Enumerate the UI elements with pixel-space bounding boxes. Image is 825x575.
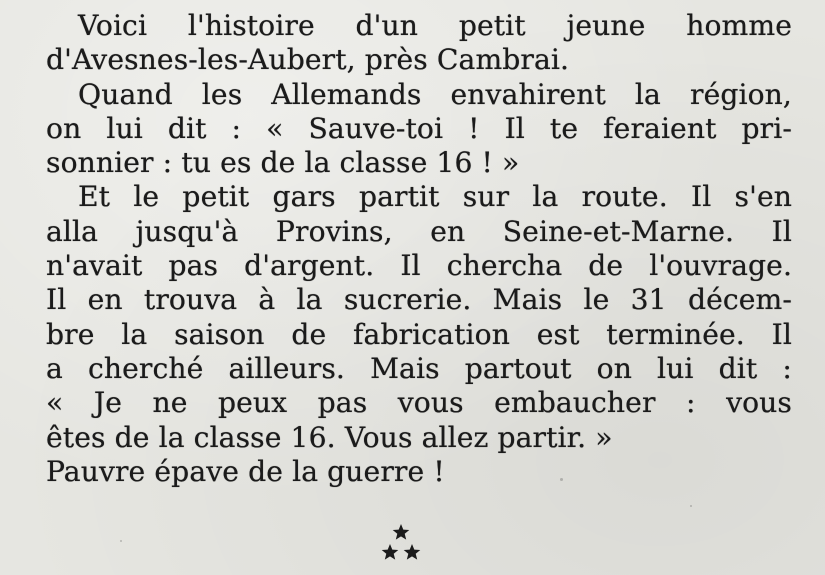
text-line: bre la saison de fabrication est terminée. Il (46, 317, 792, 351)
text-line: on lui dit : « Sauve-toi ! Il te feraient pri- (46, 111, 792, 145)
text-line: « Je ne peux pas vous embaucher : vous (46, 386, 792, 420)
print-speck (560, 478, 563, 481)
text-line: Voici l'histoire d'un petit jeune homme (78, 9, 792, 42)
text-line: Il en trouva à la sucrerie. Mais le 31 décem- (46, 283, 792, 317)
print-speck (760, 300, 762, 302)
paragraph-2 (14, 78, 792, 181)
text-line: sonnier : tu es de la classe 16 ! » (46, 146, 520, 180)
print-speck (690, 505, 692, 507)
paragraph-3 (14, 180, 792, 454)
paragraph-1 (14, 9, 792, 78)
text-line: Quand les Allemands envahirent la région, (78, 77, 792, 111)
text-line: alla jusqu'à Provins, en Seine-et-Marne. Il (46, 214, 792, 248)
text-line: a cherché ailleurs. Mais partout on lui dit : (46, 351, 792, 385)
text-line: êtes de la classe 16. Vous allez partir. » (46, 420, 613, 454)
asterism-icon (376, 522, 426, 566)
article-body (14, 9, 792, 489)
closing-line: Pauvre épave de la guerre ! (46, 454, 445, 488)
text-line: n'avait pas d'argent. Il chercha de l'ouvrage. (46, 249, 792, 283)
text-line: Et le petit gars partit sur la route. Il s'en (78, 180, 792, 214)
text-line: d'Avesnes-les-Aubert, près Cambrai. (46, 43, 570, 77)
print-speck (120, 540, 122, 542)
